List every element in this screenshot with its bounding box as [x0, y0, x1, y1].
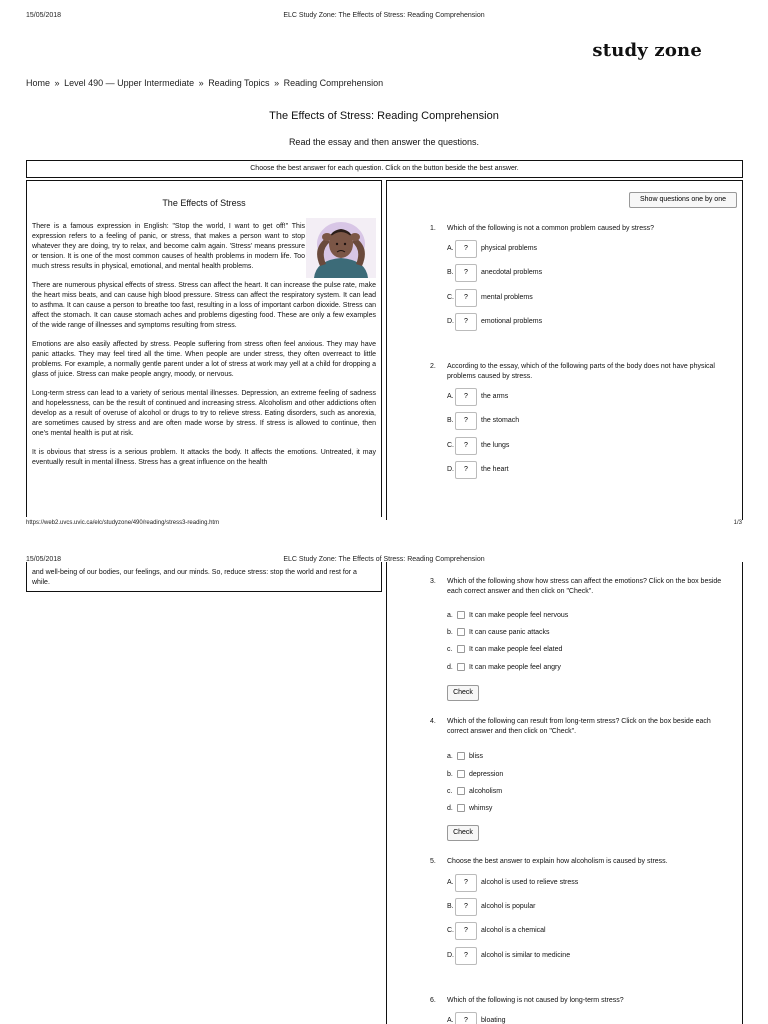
- answer-button[interactable]: ?: [455, 240, 477, 258]
- answer-checkbox[interactable]: [457, 645, 465, 653]
- essay-paragraph: Long-term stress can lead to a variety of serious mental illnesses. Depression, an extreme feeling of sadness and hopelessness, can be the result of continued and increasing stress. Alcoholism and other addictions often develop as a result of overuse of alcohol or drugs to try to relieve stress. Eating disorders, such as anorexia, are sometimes caused by stress and are often made worse by stress. If stress is allowed to continue, then one's mental health is put at risk.: [32, 390, 376, 437]
- essay-paragraph: There is a famous expression in English: "Stop the world, I want to get off!" This expression refers to a feeling of panic, or stress, that makes a person want to stop whatever they are doing, try to relax, and become calm again. 'Stress' means pressure or tension. It is one of the most common causes of health problems in modern life. Too much stress results in physical, emotional, and mental health problems.: [32, 223, 305, 270]
- essay-paragraph: Emotions are also easily affected by stress. People suffering from stress often feel anxious. They may have panic attacks. They may feel tired all the time. When people are under stress, they often overreact to little problems. For example, a normally gentle parent under a lot of stress at work may yell at a child for dropping a glass of juice. Stress can make people angry, moody, or nervous.: [32, 341, 376, 378]
- question-text: According to the essay, which of the following parts of the body does not have physical problems caused by stress.: [447, 363, 715, 380]
- question-number: 2.: [430, 363, 436, 370]
- choice-text: bliss: [469, 753, 484, 760]
- breadcrumb-level[interactable]: Level 490 — Upper Intermediate: [64, 78, 195, 88]
- choice-letter: D.: [447, 952, 454, 959]
- answer-checkbox[interactable]: [457, 770, 465, 778]
- question-3: [430, 577, 730, 597]
- show-questions-one-by-one-button[interactable]: Show questions one by one: [629, 192, 737, 208]
- choice-letter: B.: [447, 903, 454, 910]
- site-logo[interactable]: study zone: [592, 40, 702, 61]
- answer-instructions-box: Choose the best answer for each question. Click on the button beside the best answer.: [26, 160, 743, 178]
- print-doc-title: ELC Study Zone: The Effects of Stress: Reading Comprehension: [283, 556, 485, 563]
- answer-checkbox[interactable]: [457, 752, 465, 760]
- print-footer: [26, 520, 742, 530]
- essay-continuation: and well-being of our bodies, our feelings, and our minds. So, reduce stress: stop the world and rest for a while.: [26, 562, 382, 592]
- breadcrumb-separator: »: [274, 78, 280, 88]
- choice-letter: a.: [447, 612, 453, 619]
- answer-button[interactable]: ?: [455, 264, 477, 282]
- choice-text: It can make people feel angry: [469, 664, 561, 671]
- choice-letter: B.: [447, 417, 454, 424]
- choice-text: It can make people feel nervous: [469, 612, 569, 619]
- choice-letter: A.: [447, 245, 454, 252]
- choice-text: emotional problems: [481, 318, 543, 325]
- choice-text: mental problems: [481, 294, 533, 301]
- answer-button[interactable]: ?: [455, 874, 477, 892]
- question-6: [430, 996, 730, 1006]
- question-number: 1.: [430, 225, 436, 232]
- stressed-man-illustration: [306, 218, 376, 278]
- answer-button[interactable]: ?: [455, 461, 477, 479]
- question-text: Which of the following can result from long-term stress? Click on the box beside each correct answer and then click on "Check".: [447, 718, 711, 735]
- question-number: 4.: [430, 718, 436, 725]
- choice-letter: c.: [447, 788, 453, 795]
- answer-checkbox[interactable]: [457, 804, 465, 812]
- question-2: [430, 362, 730, 382]
- question-number: 3.: [430, 578, 436, 585]
- print-page-number: 1/3: [733, 520, 742, 526]
- choice-text: physical problems: [481, 245, 538, 252]
- choice-text: the heart: [481, 466, 509, 473]
- essay-paragraph: It is obvious that stress is a serious problem. It attacks the body. It affects the emotions. Untreated, it may eventually result in mental illness. Stress has a great influence on the health: [32, 449, 376, 466]
- answer-button[interactable]: ?: [455, 898, 477, 916]
- choice-text: alcohol is popular: [481, 903, 536, 910]
- choice-text: alcoholism: [469, 788, 503, 795]
- check-button[interactable]: Check: [447, 825, 479, 841]
- answer-button[interactable]: ?: [455, 1012, 477, 1024]
- print-doc-title: ELC Study Zone: The Effects of Stress: Reading Comprehension: [283, 12, 485, 19]
- answer-checkbox[interactable]: [457, 611, 465, 619]
- answer-button[interactable]: ?: [455, 289, 477, 307]
- print-date: 15/05/2018: [26, 556, 62, 563]
- check-button[interactable]: Check: [447, 685, 479, 701]
- choice-letter: a.: [447, 753, 453, 760]
- question-text: Which of the following is not a common problem caused by stress?: [447, 225, 654, 232]
- page-title: The Effects of Stress: Reading Comprehension: [269, 110, 499, 122]
- breadcrumb-home[interactable]: Home: [26, 78, 51, 88]
- choice-text: anecdotal problems: [481, 269, 543, 276]
- choice-text: bloating: [481, 1017, 506, 1024]
- answer-checkbox[interactable]: [457, 663, 465, 671]
- question-5: [430, 857, 730, 867]
- choice-letter: C.: [447, 442, 454, 449]
- question-text: Choose the best answer to explain how alcoholism is caused by stress.: [447, 858, 668, 865]
- essay-title: The Effects of Stress: [162, 198, 246, 208]
- answer-button[interactable]: ?: [455, 947, 477, 965]
- question-number: 5.: [430, 858, 436, 865]
- page-instructions: Read the essay and then answer the questions.: [288, 137, 480, 147]
- choice-letter: C.: [447, 294, 454, 301]
- choice-letter: b.: [447, 771, 453, 778]
- breadcrumb-separator: »: [198, 78, 204, 88]
- choice-letter: D.: [447, 466, 454, 473]
- choice-text: whimsy: [469, 805, 493, 812]
- choice-letter: A.: [447, 393, 454, 400]
- answer-button[interactable]: ?: [455, 412, 477, 430]
- choice-letter: D.: [447, 318, 454, 325]
- choice-letter: C.: [447, 927, 454, 934]
- choice-text: the lungs: [481, 442, 510, 449]
- answer-checkbox[interactable]: [457, 628, 465, 636]
- breadcrumb-reading-comprehension[interactable]: Reading Comprehension: [283, 78, 384, 88]
- choice-text: alcohol is a chemical: [481, 927, 546, 934]
- choice-letter: B.: [447, 269, 454, 276]
- answer-button[interactable]: ?: [455, 388, 477, 406]
- answer-button[interactable]: ?: [455, 313, 477, 331]
- choice-text: It can cause panic attacks: [469, 629, 550, 636]
- choice-letter: d.: [447, 805, 453, 812]
- choice-text: alcohol is similar to medicine: [481, 952, 571, 959]
- choice-text: alcohol is used to relieve stress: [481, 879, 579, 886]
- print-date: 15/05/2018: [26, 12, 62, 19]
- choice-text: the arms: [481, 393, 509, 400]
- essay-paragraph: There are numerous physical effects of stress. Stress can affect the heart. It can increase the pulse rate, make the heart miss beats, and can cause high blood pressure. Stress can affect the respiratory system. It can lead to asthma. It can cause a person to breathe too fast, resulting in a loss of important carbon dioxide. Stress can affect the stomach. It can cause stomach aches and problems digesting food. These are only a few examples of the wide range of illnesses and symptoms resulting from stress.: [32, 282, 376, 329]
- choice-letter: c.: [447, 646, 453, 653]
- question-text: Which of the following show how stress can affect the emotions? Click on the box beside each correct answer and then click on "Check".: [447, 578, 722, 595]
- choice-text: It can make people feel elated: [469, 646, 563, 653]
- choice-letter: A.: [447, 879, 454, 886]
- question-number: 6.: [430, 997, 436, 1004]
- choice-letter: d.: [447, 664, 453, 671]
- question-1: [430, 224, 730, 234]
- answer-button[interactable]: ?: [455, 922, 477, 940]
- answer-checkbox[interactable]: [457, 787, 465, 795]
- choice-text: the stomach: [481, 417, 520, 424]
- question-text: Which of the following is not caused by long-term stress?: [447, 997, 624, 1004]
- breadcrumb-reading-topics[interactable]: Reading Topics: [208, 78, 270, 88]
- choice-text: depression: [469, 771, 504, 778]
- print-header: [26, 12, 742, 22]
- breadcrumb-separator: »: [54, 78, 60, 88]
- question-4: [430, 717, 730, 737]
- choice-letter: A.: [447, 1017, 454, 1024]
- breadcrumb: [26, 78, 383, 88]
- choice-letter: b.: [447, 629, 453, 636]
- answer-button[interactable]: ?: [455, 437, 477, 455]
- print-url: https://web2.uvcs.uvic.ca/elc/studyzone/490/reading/stress3-reading.htm: [26, 520, 220, 526]
